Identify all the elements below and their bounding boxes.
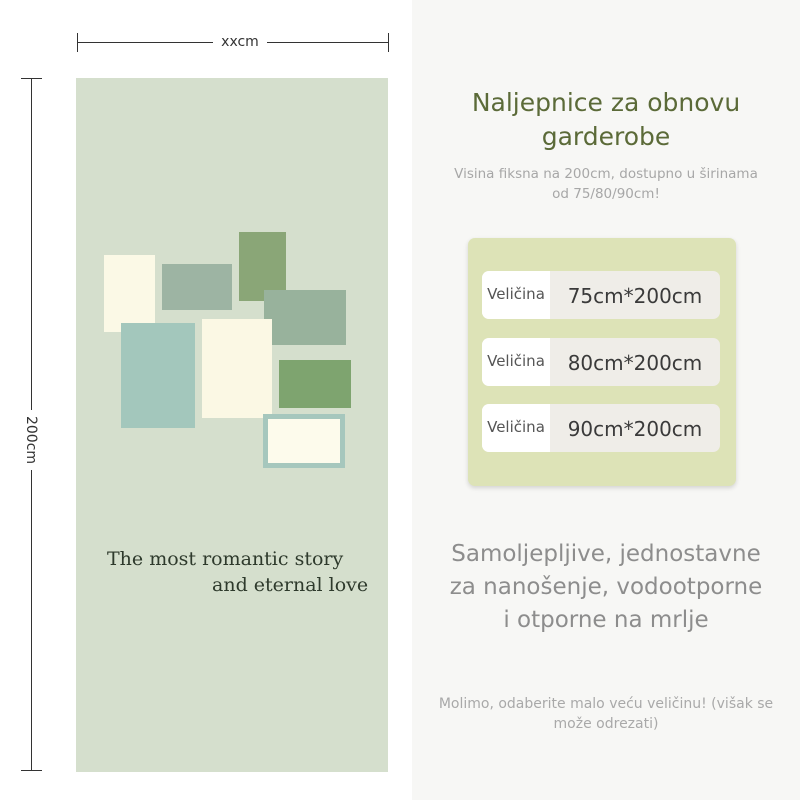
features-text (412, 538, 800, 637)
height-dimension-cap-bottom (21, 770, 42, 771)
sticker-preview (76, 78, 388, 772)
product-title (412, 86, 800, 154)
product-subtitle-line-2: od 75/80/90cm! (552, 186, 660, 202)
size-option-label: Veličina (482, 271, 550, 319)
frame-gray-green (162, 264, 232, 310)
frame-cream-small (104, 255, 155, 332)
frame-cream-tall (202, 319, 272, 418)
product-subtitle-line-1: Visina fiksna na 200cm, dostupno u širinama (454, 166, 758, 182)
size-option-value: 75cm*200cm (567, 284, 703, 308)
size-option-value: 80cm*200cm (567, 351, 703, 375)
width-dimension-label: xxcm (213, 32, 267, 52)
size-options-card (468, 238, 736, 486)
product-title-line-1: Naljepnice za obnovu (471, 88, 741, 117)
size-option-value: 90cm*200cm (567, 417, 703, 441)
width-dimension-cap-right (388, 33, 389, 52)
frame-green-small (279, 360, 351, 408)
size-option-75[interactable] (482, 271, 720, 319)
frame-mint-tall (121, 323, 195, 428)
size-option-80[interactable] (482, 338, 720, 386)
frame-bordered (263, 414, 345, 468)
size-option-90[interactable] (482, 404, 720, 452)
height-dimension-label-box (14, 410, 48, 470)
features-line-2: za nanošenje, vodootporne (449, 574, 763, 600)
product-title-line-2: garderobe (541, 122, 671, 151)
quote-line-2: and eternal love (212, 574, 369, 596)
features-line-1: Samoljepljive, jednostavne (451, 541, 761, 567)
size-note-line-2: može odrezati) (553, 716, 659, 732)
height-dimension-label: 200cm (23, 415, 39, 465)
height-dimension-cap-top (21, 78, 42, 79)
size-note (412, 694, 800, 734)
width-dimension-cap-left (77, 33, 78, 52)
product-subtitle (412, 164, 800, 204)
frame-sage (264, 290, 346, 345)
features-line-3: i otporne na mrlje (503, 607, 709, 633)
size-note-line-1: Molimo, odaberite malo veću veličinu! (višak se (438, 696, 774, 712)
size-option-label: Veličina (482, 338, 550, 386)
size-option-label: Veličina (482, 404, 550, 452)
quote-line-1: The most romantic story (107, 548, 344, 570)
